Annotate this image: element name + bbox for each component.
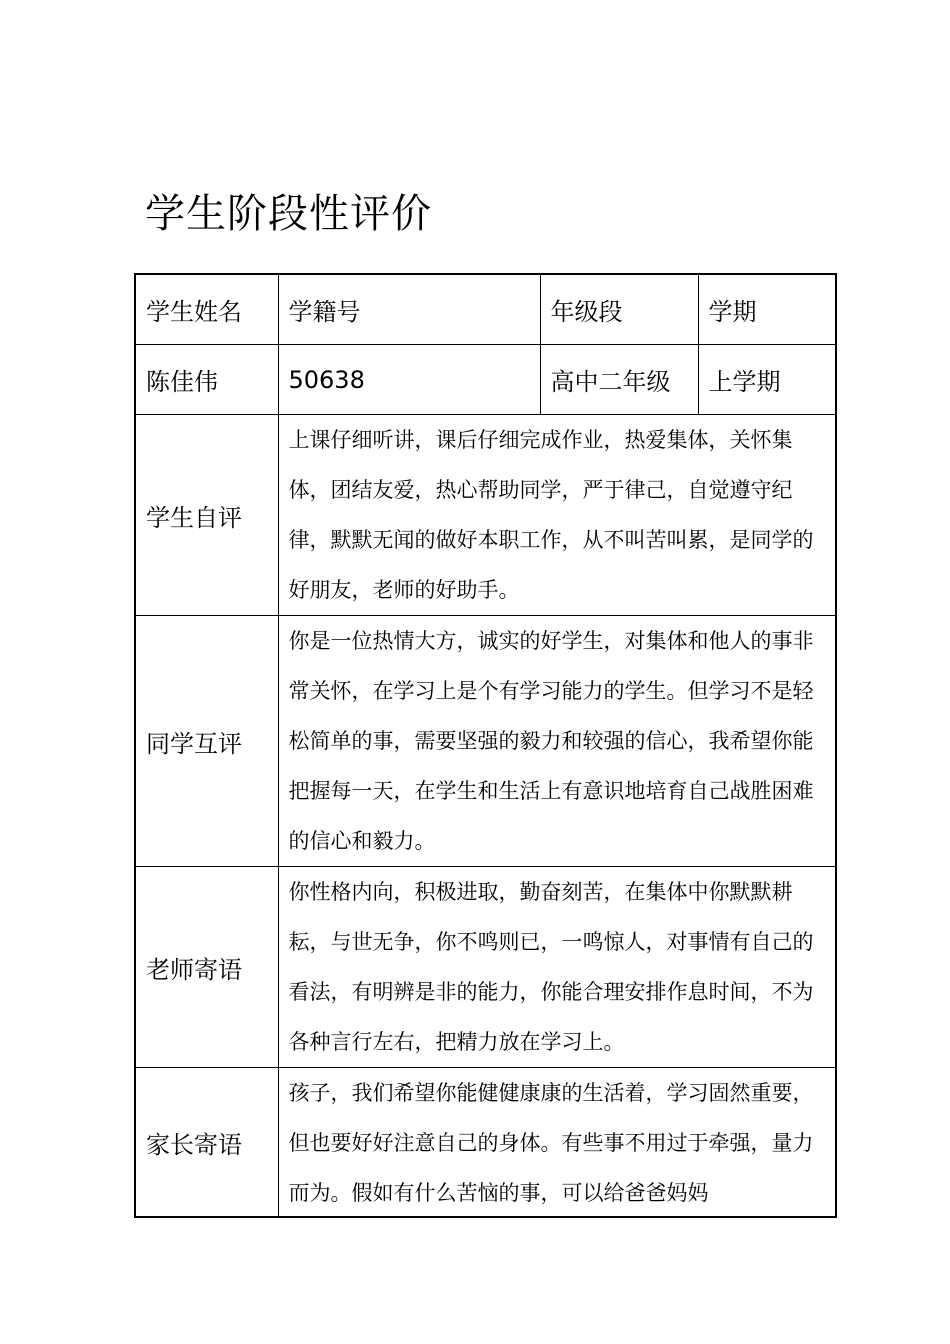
parent-message-cell	[278, 1068, 836, 1218]
teacher-message-text: 你性格内向，积极进取，勤奋刻苦，在集体中你默默耕耘，与世无争，你不鸣则已，一鸣惊人，对事情有自己的看法，有明辨是非的能力，你能合理安排作息时间，不为各种言行左右，把精力放在学习上。	[278, 867, 836, 1068]
teacher-message-row	[135, 867, 836, 1068]
header-grade: 年级段	[540, 274, 698, 345]
peer-evaluation-label: 同学互评	[135, 616, 278, 867]
header-name: 学生姓名	[135, 274, 278, 345]
header-term: 学期	[698, 274, 836, 345]
header-student-id: 学籍号	[278, 274, 540, 345]
page-title: 学生阶段性评价	[145, 191, 432, 237]
peer-evaluation-text: 你是一位热情大方，诚实的好学生，对集体和他人的事非常关怀，在学习上是个有学习能力的学生。但学习不是轻松简单的事，需要坚强的毅力和较强的信心，我希望你能把握每一天，在学生和生活上有意识地培育自己战胜困难的信心和毅力。	[278, 616, 836, 867]
peer-evaluation-row	[135, 616, 836, 867]
value-grade: 高中二年级	[540, 345, 698, 415]
self-evaluation-label: 学生自评	[135, 415, 278, 616]
value-term: 上学期	[698, 345, 836, 415]
value-student-id: 50638	[278, 345, 540, 415]
value-name: 陈佳伟	[135, 345, 278, 415]
self-evaluation-row	[135, 415, 836, 616]
header-row	[135, 274, 836, 345]
teacher-message-label: 老师寄语	[135, 867, 278, 1068]
self-evaluation-text: 上课仔细听讲，课后仔细完成作业，热爱集体，关怀集体，团结友爱，热心帮助同学，严于律己，自觉遵守纪律，默默无闻的做好本职工作，从不叫苦叫累，是同学的好朋友，老师的好助手。	[278, 415, 836, 616]
parent-message-text: 孩子，我们希望你能健健康康的生活着，学习固然重要，但也要好好注意自己的身体。有些事不用过于牵强，量力而为。假如有什么苦恼的事，可以给爸爸妈妈	[288, 1081, 814, 1205]
value-row	[135, 345, 836, 415]
parent-message-label: 家长寄语	[135, 1068, 278, 1218]
parent-message-row	[135, 1068, 836, 1218]
evaluation-table	[134, 273, 837, 1218]
